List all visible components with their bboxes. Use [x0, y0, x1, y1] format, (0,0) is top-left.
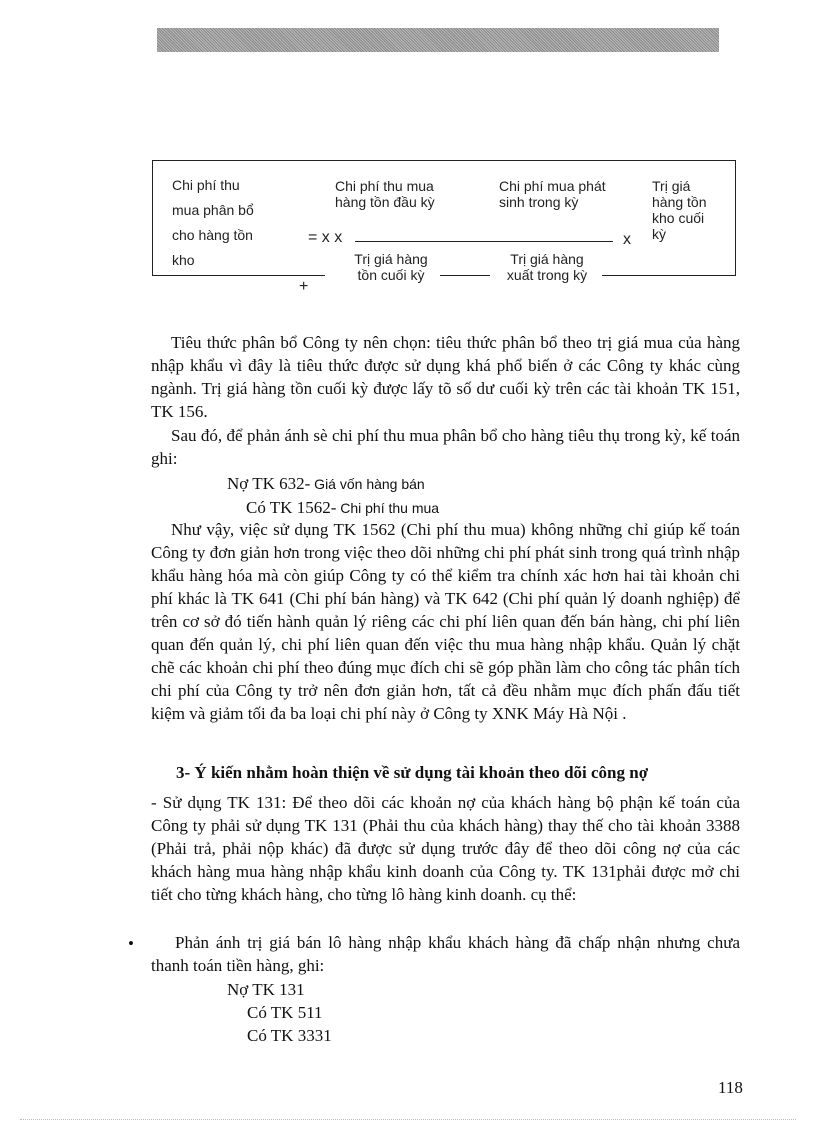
formula-left-label: Chi phí thu mua phân bổ cho hàng tồn kho [172, 177, 254, 268]
fraction-bar [355, 241, 613, 242]
journal-entry-debit-632: Nợ TK 632- Giá vốn hàng bán [227, 474, 425, 493]
paragraph-allocation: Tiêu thức phân bổ Công ty nên chọn: tiêu thức phân bổ theo trị giá mua của hàng nhập khẩu vì đây là tiêu thức được sử dụng khá phổ biến ở các Công ty khác cùng ngành. Trị giá hàng tồn cuối kỳ được lấy tõ số dư cuối kỳ trên các tài khoản TK 151, TK 156. [151, 333, 740, 421]
formula-border-right [735, 160, 736, 276]
plus-sign: + [299, 278, 309, 295]
header-bar [157, 28, 719, 52]
bullet-icon: • [128, 934, 134, 953]
allocation-formula [152, 160, 736, 295]
paragraph-tk131: - Sử dụng TK 131: Để theo dõi các khoản nợ của khách hàng bộ phận kế toán của Công ty phải sử dụng TK 131 (Phải thu của khách hàng) thay thế cho tài khoản 3388 (Phải trả, phải nộp khác) đã được sử dụng trước đây để theo dõi công nợ của các khách hàng mua hàng nhập khẩu kinh doanh của Công ty. TK 131phải được mở chi tiết cho từng khách hàng, cho từng lô hàng kinh doanh. cụ thể: [151, 793, 740, 904]
numerator-term-1: Chi phí thu mua hàng tồn đầu kỳ [335, 178, 435, 210]
multiply-sign: x [623, 231, 631, 248]
formula-right-label: Trị giá hàng tồn kho cuối kỳ [652, 178, 707, 242]
formula-border-left [152, 160, 153, 276]
page-number: 118 [718, 1078, 743, 1097]
formula-bottom-line [440, 275, 490, 276]
equals-sign: = x x [308, 229, 343, 246]
bullet-paragraph: Phản ánh trị giá bán lô hàng nhập khẩu khách hàng đã chấp nhận nhưng chưa thanh toán tiền hàng, ghi: [151, 933, 740, 975]
formula-bottom-line [602, 275, 736, 276]
journal-entry-credit-511: Có TK 511 [247, 1003, 323, 1022]
numerator-term-2: Chi phí mua phát sinh trong kỳ [499, 178, 606, 210]
formula-border-top [152, 160, 736, 161]
journal-entry-credit-3331: Có TK 3331 [247, 1026, 332, 1045]
journal-entry-credit-1562: Có TK 1562- Chi phí thu mua [246, 498, 440, 517]
journal-entry-debit-131: Nợ TK 131 [227, 980, 305, 999]
denominator-term-2: Trị giá hàng xuất trong kỳ [506, 251, 588, 283]
footer-divider [20, 1119, 796, 1120]
section-heading: 3- Ý kiến nhằm hoàn thiện về sử dụng tài khoản theo dõi công nợ [176, 763, 649, 782]
formula-bottom-line [152, 275, 325, 276]
paragraph-after: Sau đó, để phản ánh sè chi phí thu mua phân bổ cho hàng tiêu thụ trong kỳ, kế toán ghi: [151, 426, 740, 468]
paragraph-tk1562: Như vậy, việc sử dụng TK 1562 (Chi phí thu mua) không những chỉ giúp kế toán Công ty đơn giản hơn trong việc theo dõi những chi phí phát sinh trong quá trình nhập khẩu hàng hóa mà còn giúp Công ty có thể kiểm tra chính xác hơn hai tài khoản chi phí khác là TK 641 (Chi phí bán hàng) và TK 642 (Chi phí quản lý doanh nghiệp) để trên cơ sở đó tiến hành quản lý riêng các chi phí liên quan đến bán hàng, chi phí liên quan đến quản lý, chi phí liên quan đến việc thu mua hàng nhập khẩu. Quản lý chặt chẽ các khoản chi phí theo đúng mục đích chi sẽ góp phần làm cho công tác phân tích chi phí của Công ty trở nên đơn giản hơn, tất cả đều nhằm mục đích phấn đấu tiết kiệm và giảm tối đa ba loại chi phí này ở Công ty XNK Máy Hà Nội . [151, 520, 740, 723]
denominator-term-1: Trị giá hàng tồn cuối kỳ [354, 251, 428, 283]
